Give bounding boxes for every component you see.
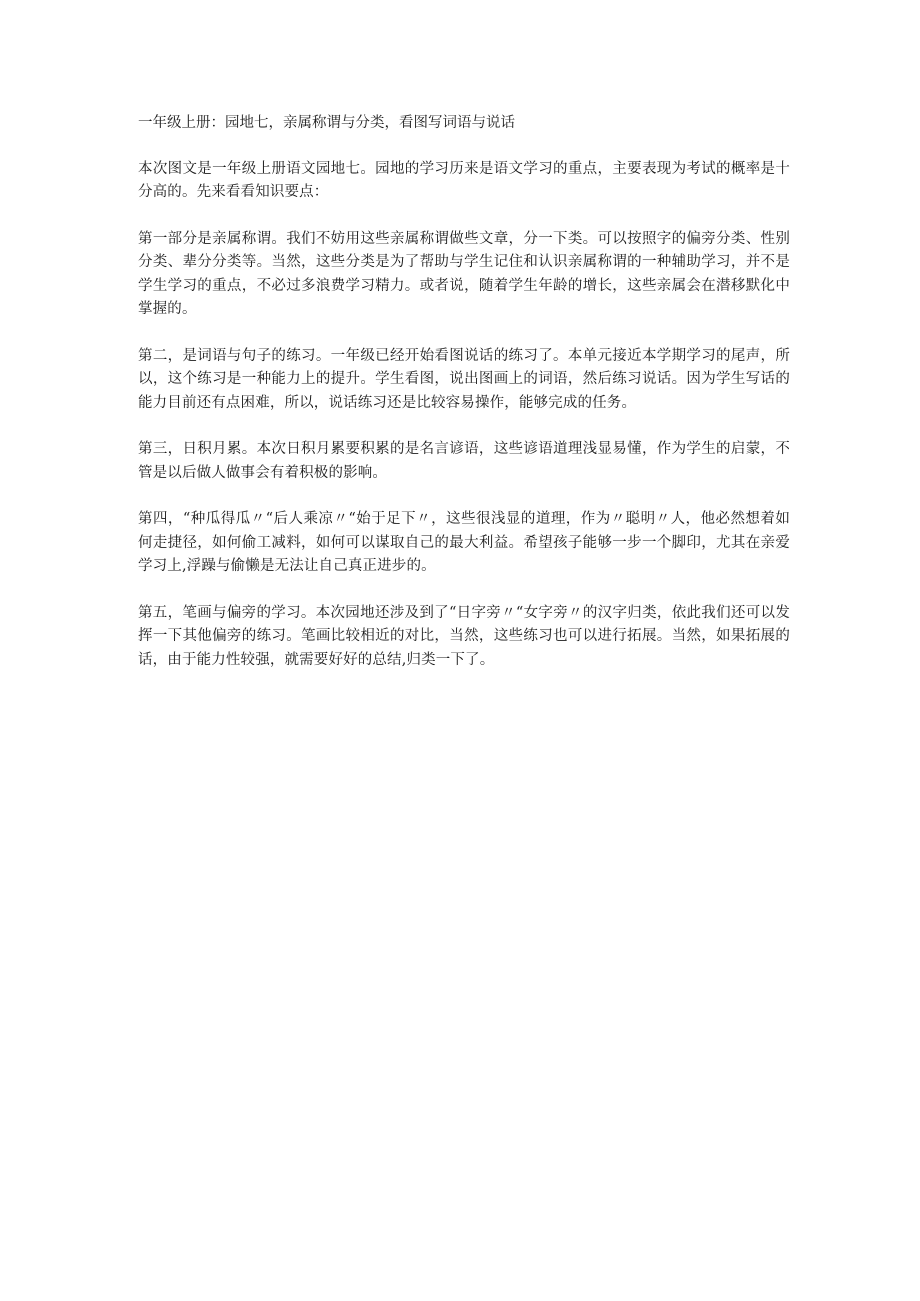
paragraph-part-three: 第三，日积月累。本次日积月累要积累的是名言谚语，这些谚语道理浅显易懂，作为学生的启蒙，不管是以后做人做事会有着积极的影响。 [138,441,790,481]
document-body [138,112,790,695]
paragraph-part-two: 第二，是词语与句子的练习。一年级已经开始看图说话的练习了。本单元接近本学期学习的尾声，所以，这个练习是一种能力上的提升。学生看图，说出图画上的词语，然后练习说话。因为学生写话的能力目前还有点困难，所以，说话练习还是比较容易操作，能够完成的任务。 [138,347,790,411]
paragraph-part-four: 第四，“种瓜得瓜〃“后人乘凉〃“始于足下〃，这些很浅显的道理，作为〃聪明〃人，他必然想着如何走捷径，如何偷工减料，如何可以谋取自己的最大利益。希望孩子能够一步一个脚印，尤其在亲爱学习上,浮躁与偷懒是无法让自己真正进步的。 [138,511,791,574]
paragraph-intro: 本次图文是一年级上册语文园地七。园地的学习历来是语文学习的重点，主要表现为考试的概率是十分高的。先来看看知识要点： [138,160,790,200]
paragraph-part-five: 第五，笔画与偏旁的学习。本次园地还涉及到了“日字旁〃“女字旁〃的汉字归类，依此我们还可以发挥一下其他偏旁的练习。笔画比较相近的对比，当然，这些练习也可以进行拓展。当然，如果拓展的话，由于能力性较强，就需要好好的总结,归类一下了。 [138,604,790,668]
document-title: 一年级上册：园地七，亲属称谓与分类，看图写词语与说话 [138,115,515,131]
paragraph-part-one: 第一部分是亲属称谓。我们不妨用这些亲属称谓做些文章，分一下类。可以按照字的偏旁分类、性别分类、辈分分类等。当然，这些分类是为了帮助与学生记住和认识亲属称谓的一种辅助学习，并不是学生学习的重点，不必过多浪费学习精力。或者说，随着学生年龄的增长，这些亲属会在潜移默化中掌握的。 [138,230,790,317]
